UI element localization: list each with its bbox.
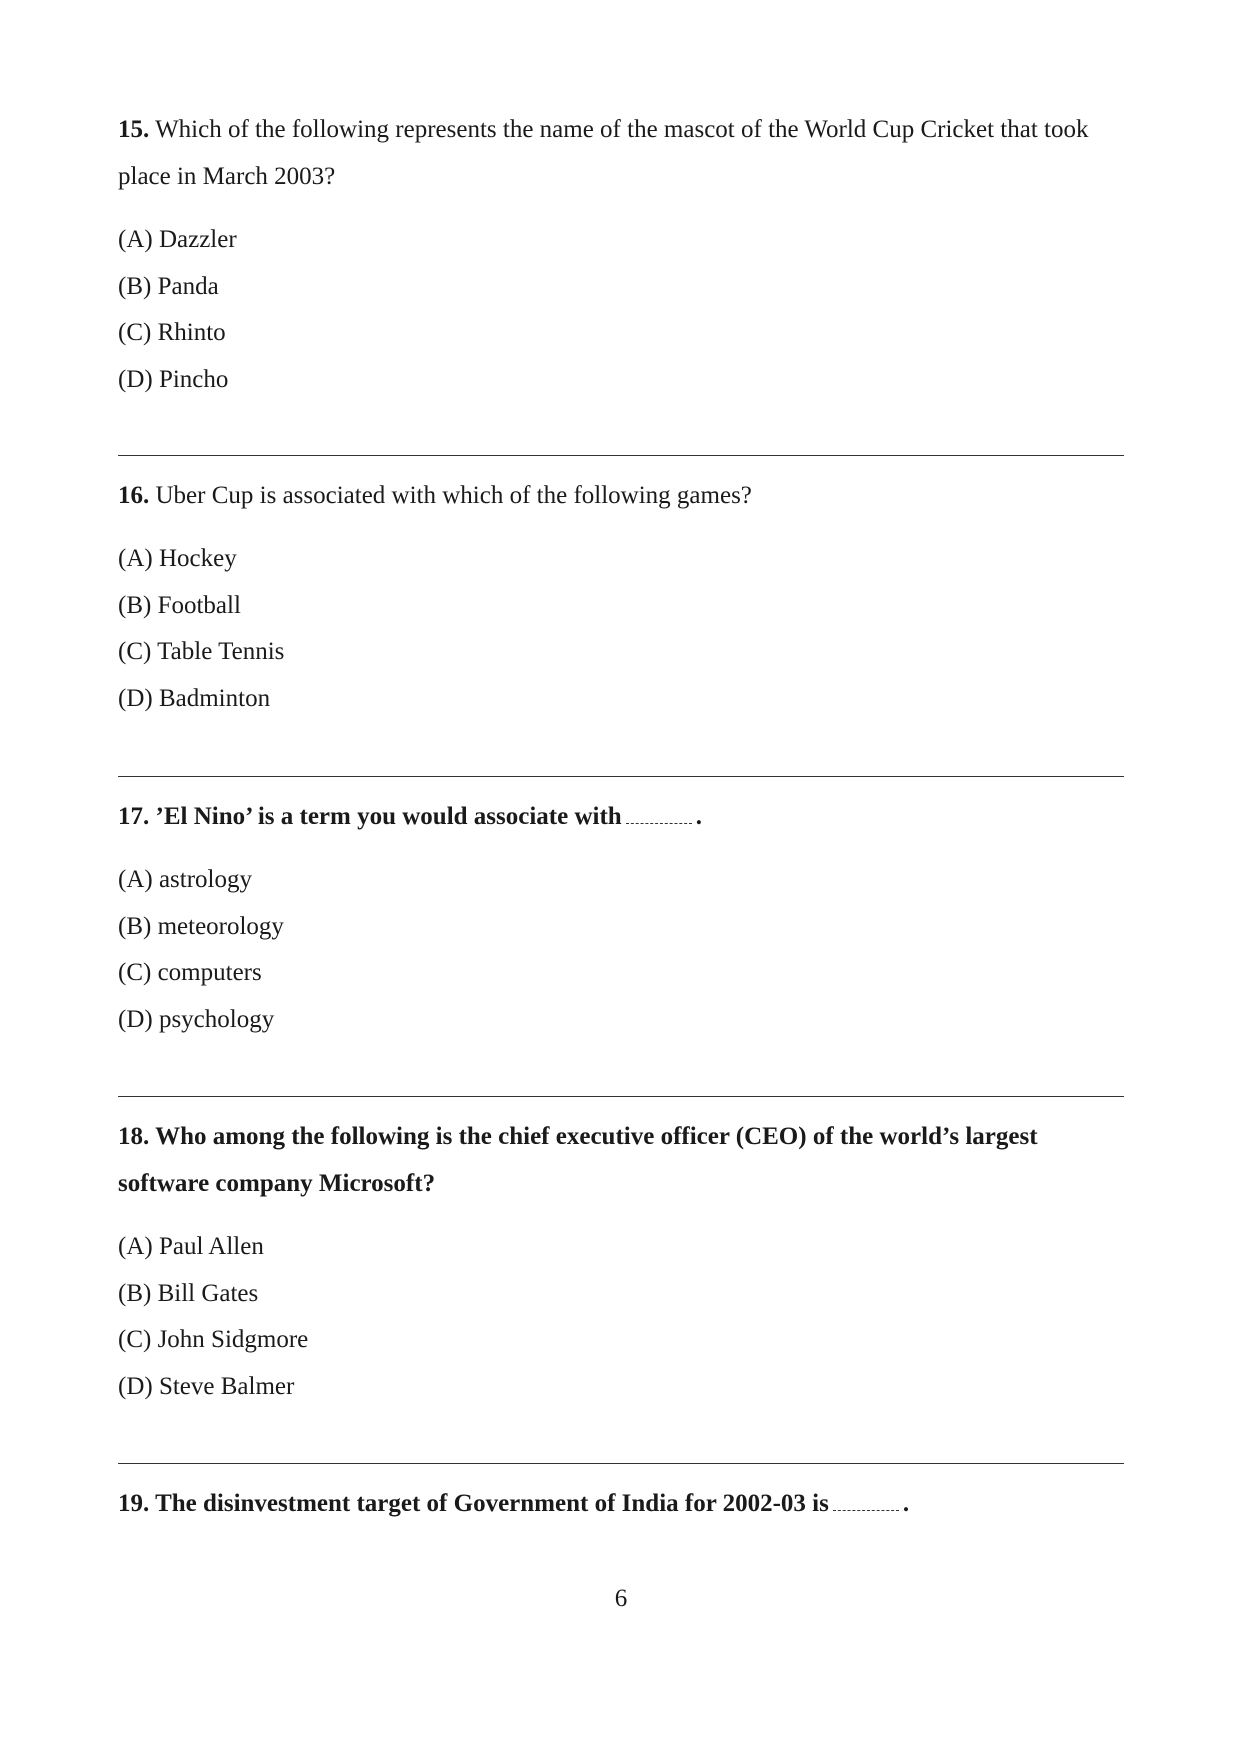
question-body: ’El Nino’ is a term you would associate with [155,803,622,830]
options-list [118,1224,1124,1411]
option-c: (C) John Sidgmore [118,1326,309,1354]
option-d: (D) Steve Balmer [118,1373,295,1401]
divider [118,776,1124,777]
option-b: (B) Bill Gates [118,1279,259,1307]
option-b: (B) Football [118,591,241,619]
option-a: (A) Paul Allen [118,1233,264,1260]
divider [118,455,1124,456]
question-15 [118,106,1124,404]
question-17 [118,793,1124,1044]
exam-page [118,0,1124,1754]
divider [118,1096,1124,1097]
option-d: (D) Badminton [118,685,271,713]
question-number: 18. [118,1123,150,1150]
question-body: Uber Cup is associated with which of the following games? [155,482,752,509]
question-body: Who among the following is the chief executive officer (CEO) of the world’s largest software company Microsoft? [118,1123,1038,1197]
page-number: 6 [614,1585,628,1612]
option-a: (A) Dazzler [118,226,237,253]
question-number: 17. [118,803,150,830]
question-text [118,793,1124,840]
question-text [118,472,1124,519]
options-list [118,217,1124,404]
question-number: 16. [118,482,150,509]
option-b: (B) meteorology [118,912,284,940]
question-suffix: . [902,1490,910,1517]
question-19 [118,1480,1124,1527]
option-c: (C) Table Tennis [118,638,285,666]
question-suffix: . [695,803,702,830]
option-b: (B) Panda [118,272,219,300]
question-body: The disinvestment target of Government of India for 2002-03 is [155,1490,829,1517]
option-a: (A) Hockey [118,545,237,572]
question-number: 15. [118,116,150,143]
question-text [118,1113,1124,1207]
options-list [118,536,1124,723]
question-body: Which of the following represents the name of the mascot of the World Cup Cricket that took place in March 2003? [118,116,1089,190]
answer-blank [626,813,692,824]
question-18 [118,1113,1124,1411]
option-d: (D) Pincho [118,366,229,394]
divider [118,1463,1124,1464]
options-list [118,857,1124,1044]
option-c: (C) Rhinto [118,319,226,347]
option-d: (D) psychology [118,1006,275,1034]
question-16 [118,472,1124,723]
question-number: 19. [118,1490,150,1517]
answer-blank [833,1500,899,1511]
option-c: (C) computers [118,959,262,987]
question-text [118,1480,1124,1527]
option-a: (A) astrology [118,866,252,893]
question-text [118,106,1124,200]
